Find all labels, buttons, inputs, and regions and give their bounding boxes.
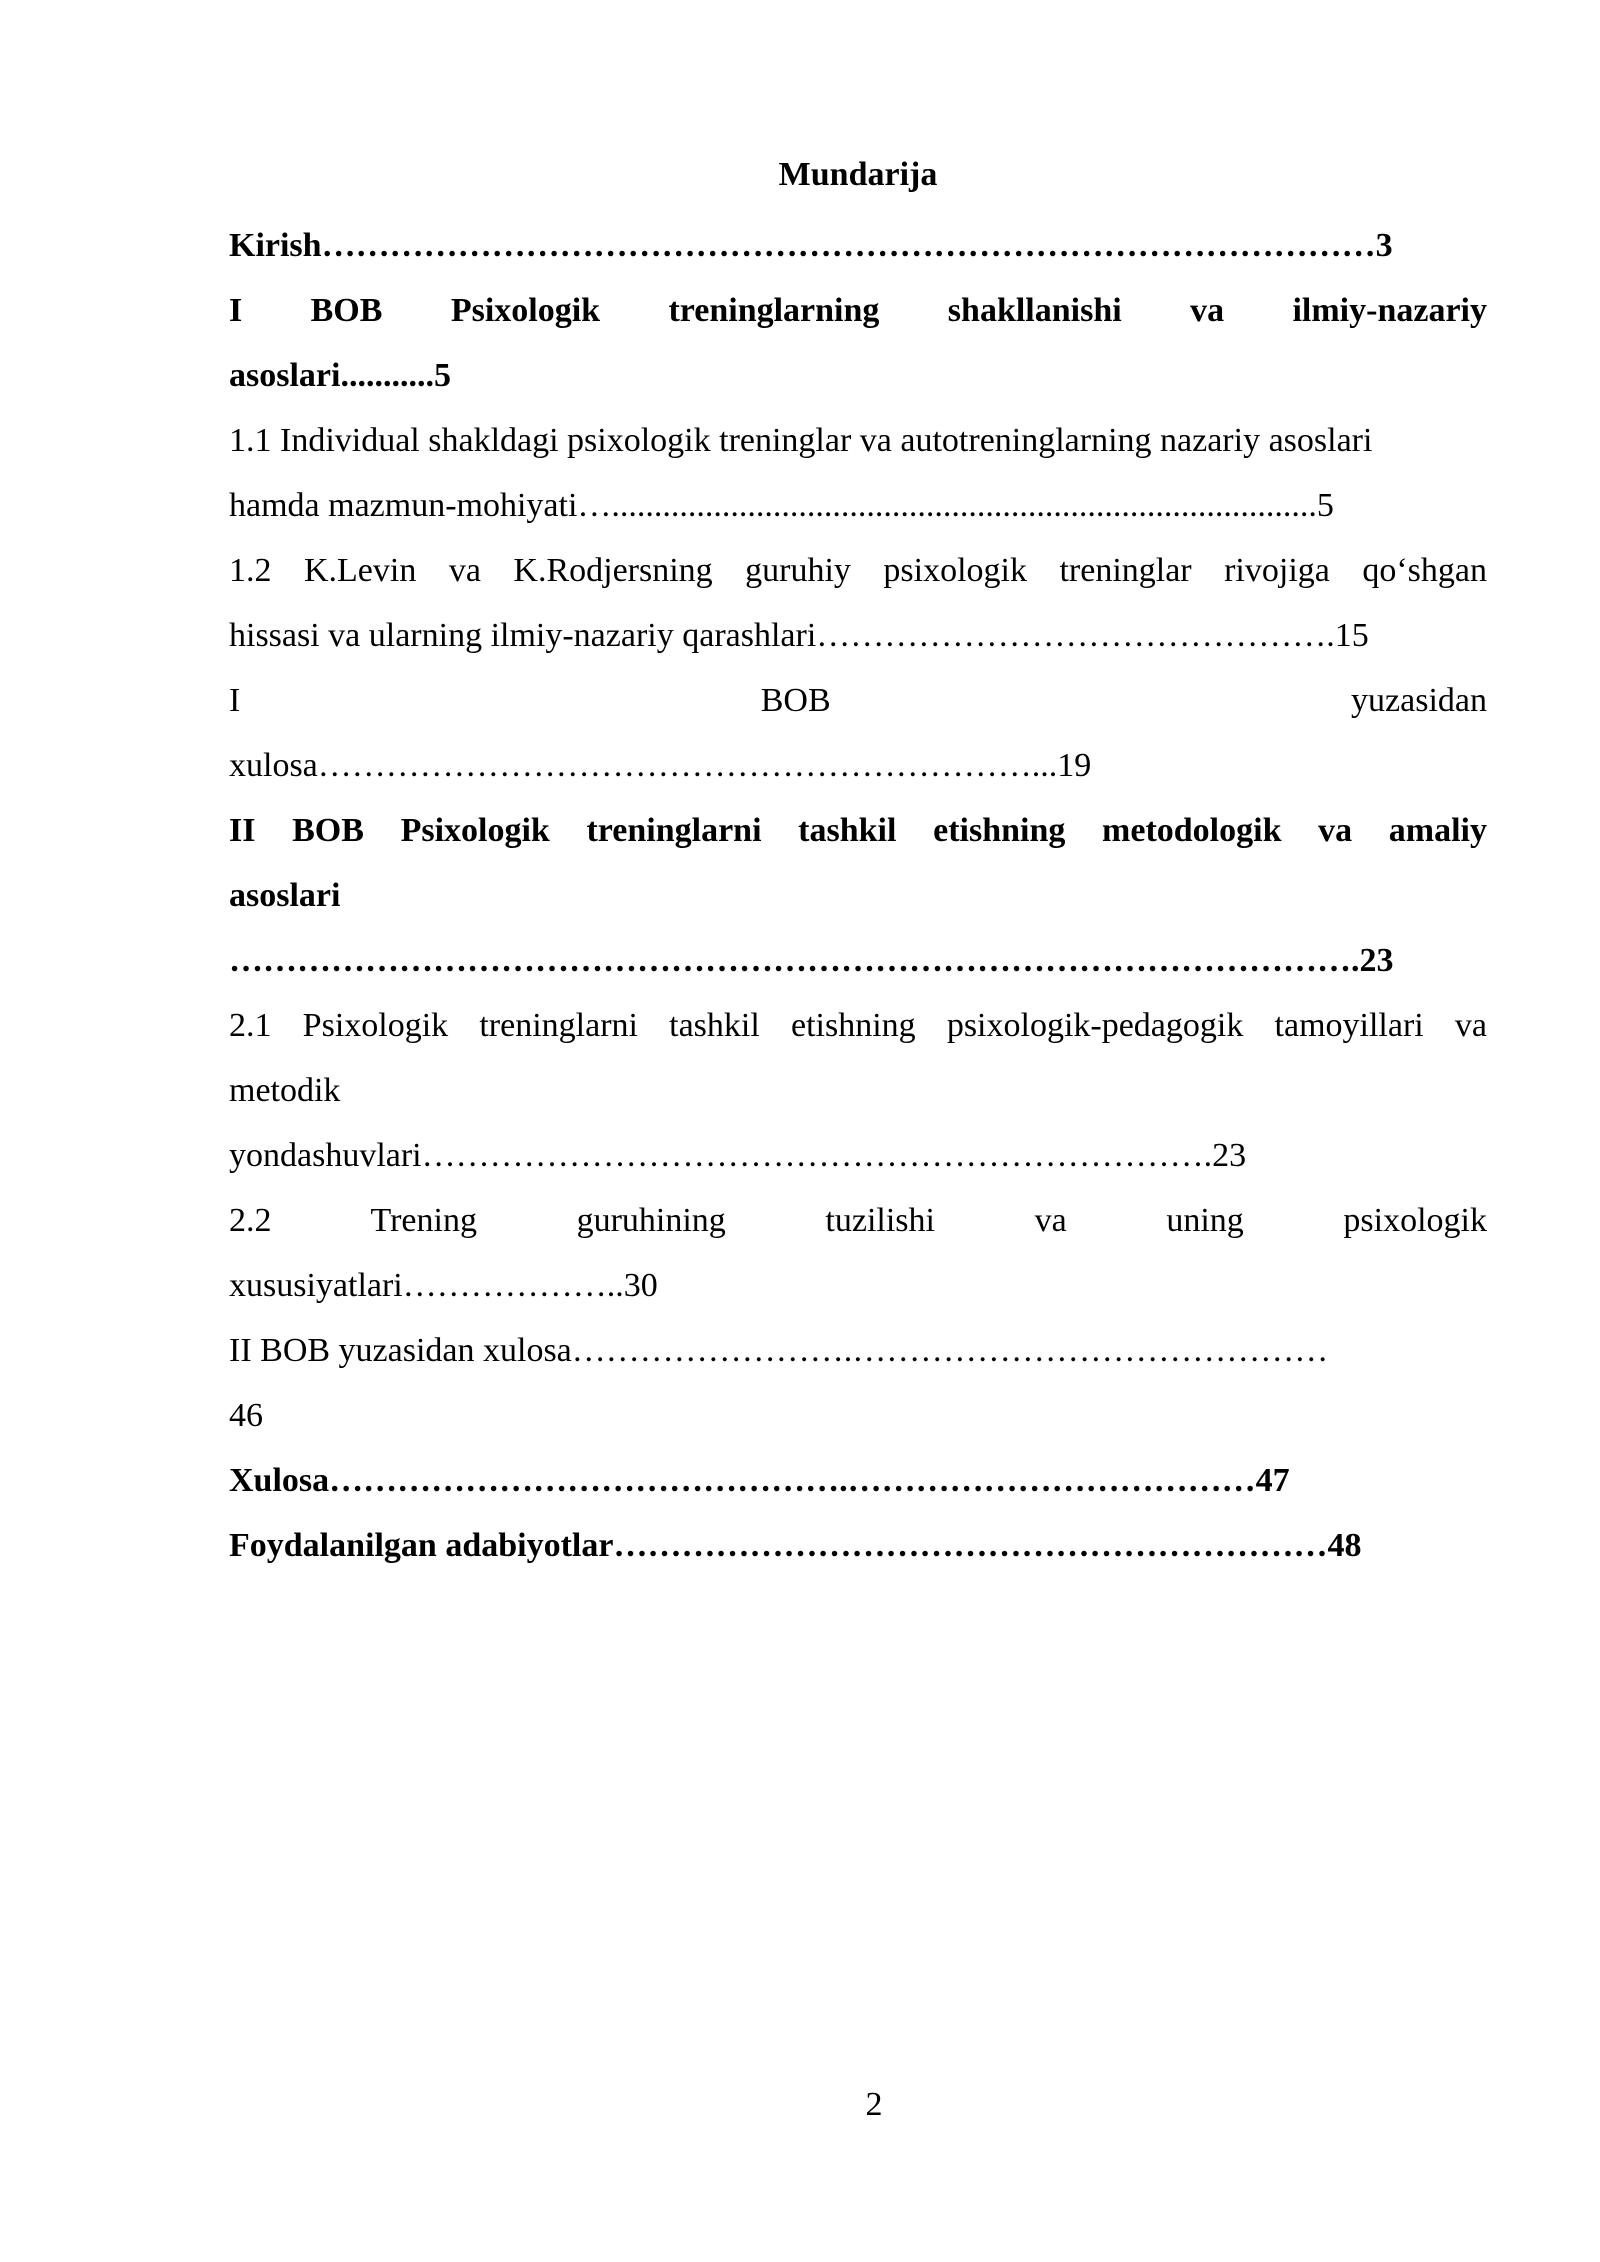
toc-entry-chapter-1-title: I BOB Psixologik treninglarning shakllanishi va ilmiy-nazariy <box>229 292 1487 329</box>
toc-entry-section-1-1: 1.1 Individual shakldagi psixologik treninglar va autotreninglarning nazariy asoslari <box>229 422 1373 459</box>
toc-entry-section-2-1-cont2: yondashuvlari…………………………………………………………….23 <box>229 1137 1247 1174</box>
toc-entry-section-2-2: 2.2 Trening guruhining tuzilishi va uning psixologik <box>229 1202 1487 1239</box>
toc-entry-chapter-2-title: II BOB Psixologik treninglarni tashkil etishning metodologik va amaliy <box>229 812 1487 849</box>
toc-title: Mundarija <box>778 156 938 193</box>
toc-entry-chapter-1-conclusion: I BOB yuzasidan <box>229 682 1487 719</box>
toc-entry-chapter-1-title-cont: asoslari...........5 <box>229 357 451 394</box>
toc-entry-chapter-2-title-cont: asoslari <box>229 877 341 914</box>
toc-entry-chapter-1-conclusion-cont: xulosa………………………………………………………...19 <box>229 747 1092 784</box>
toc-entry-chapter-2-conclusion-cont: 46 <box>229 1397 263 1434</box>
toc-entry-xulosa: Xulosa……………………………………….………………………………47 <box>229 1462 1290 1499</box>
table-of-contents <box>229 213 1487 1578</box>
toc-entry-section-1-2-cont: hissasi va ularning ilmiy-nazariy qarashlari……………………………………….15 <box>229 617 1369 654</box>
toc-entry-section-1-2: 1.2 K.Levin va K.Rodjersning guruhiy psixologik treninglar rivojiga qo‘shgan <box>229 552 1487 589</box>
toc-entry-chapter-2-conclusion: II BOB yuzasidan xulosa…………………….…………………………………… <box>229 1332 1329 1369</box>
toc-entry-section-2-2-cont: xususiyatlari………………..30 <box>229 1267 658 1304</box>
toc-entry-kirish: Kirish…………………………………………………………………………………3 <box>229 227 1393 264</box>
page-number: 2 <box>865 2086 883 2123</box>
toc-entry-section-2-1: 2.1 Psixologik treninglarni tashkil etishning psixologik-pedagogik tamoyillari va <box>229 1007 1487 1044</box>
toc-entry-chapter-2-leader: ……………………………………………………………………………………….23 <box>229 942 1394 979</box>
toc-entry-references: Foydalanilgan adabiyotlar………………………………………………………48 <box>229 1527 1362 1564</box>
toc-entry-section-1-1-cont: hamda mazmun-mohiyati…...................................................................................5 <box>229 487 1334 524</box>
toc-entry-section-2-1-cont: metodik <box>229 1072 341 1109</box>
